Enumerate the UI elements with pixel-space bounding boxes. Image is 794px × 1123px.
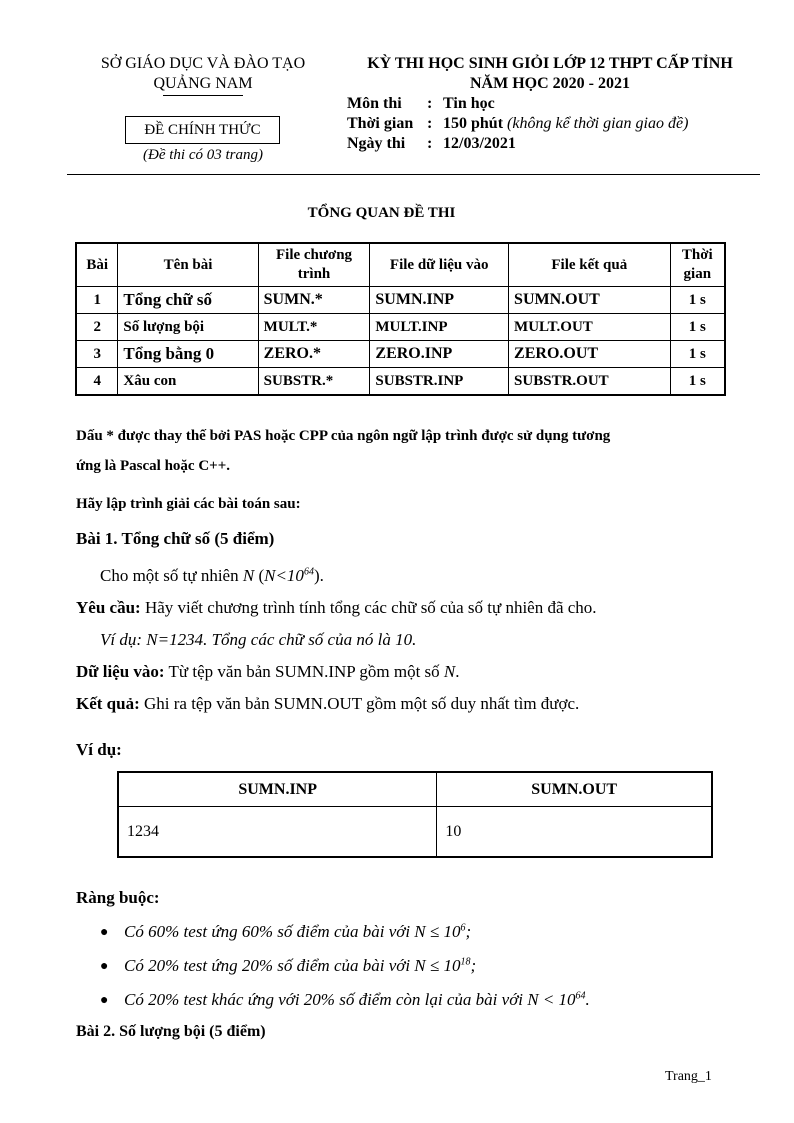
cell: 2 bbox=[76, 314, 118, 341]
date-row bbox=[347, 134, 688, 154]
example-header-row bbox=[118, 772, 712, 807]
cell: 4 bbox=[76, 368, 118, 396]
bullet-icon: ● bbox=[100, 925, 109, 940]
example-data-row bbox=[118, 807, 712, 858]
statement-var: N bbox=[242, 566, 255, 585]
problem1-statement bbox=[100, 566, 324, 586]
constraint-tail: ; bbox=[470, 956, 477, 975]
cell: MULT.OUT bbox=[509, 314, 671, 341]
constraint-exp: 18 bbox=[460, 956, 471, 968]
cell: 1 s bbox=[670, 368, 725, 396]
cell: 3 bbox=[76, 341, 118, 368]
output-spec bbox=[76, 694, 579, 714]
time-key: Thời gian bbox=[347, 115, 414, 132]
cell: Số lượng bội bbox=[118, 314, 258, 341]
output-text: Ghi ra tệp văn bản SUMN.OUT gồm một số duy nhất tìm được. bbox=[139, 694, 580, 713]
constraint-body: Có 20% test ứng 20% số điểm của bài với N ≤ 10 bbox=[124, 956, 461, 975]
example-cell: 10 bbox=[437, 807, 712, 858]
date-key: Ngày thi bbox=[347, 135, 406, 152]
cell: ZERO.INP bbox=[370, 341, 509, 368]
note-line1: Dấu * được thay thế bởi PAS hoặc CPP của ngôn ngữ lập trình được sử dụng tương bbox=[76, 428, 611, 444]
constraint-exp: 64 bbox=[575, 990, 586, 1002]
table-row bbox=[76, 287, 725, 314]
statement-exp: 64 bbox=[303, 566, 314, 578]
requirement bbox=[76, 598, 597, 618]
cell: SUBSTR.OUT bbox=[509, 368, 671, 396]
problem2-heading: Bài 2. Số lượng bội (5 điểm) bbox=[76, 1023, 266, 1040]
input-spec bbox=[76, 662, 460, 682]
statement-paren: ( bbox=[254, 566, 265, 585]
col-header: File dữ liệu vào bbox=[370, 243, 509, 287]
table-row bbox=[76, 368, 725, 396]
constraint-item bbox=[100, 956, 476, 978]
constraints-label: Ràng buộc: bbox=[76, 888, 160, 907]
input-end: . bbox=[455, 662, 460, 681]
bullet-icon: ● bbox=[100, 959, 109, 974]
cell: SUBSTR.INP bbox=[370, 368, 509, 396]
constraint-text bbox=[124, 922, 471, 944]
subject-key: Môn thi bbox=[347, 95, 402, 112]
cell: SUMN.OUT bbox=[509, 287, 671, 314]
cell: 1 s bbox=[670, 287, 725, 314]
cell: ZERO.* bbox=[258, 341, 370, 368]
table-row bbox=[76, 314, 725, 341]
official-exam-badge: ĐỀ CHÍNH THỨC bbox=[125, 116, 280, 144]
col-header: Thời gian bbox=[670, 243, 725, 287]
col-header: Tên bài bbox=[118, 243, 258, 287]
cell: SUBSTR.* bbox=[258, 368, 370, 396]
page-number: Trang_1 bbox=[665, 1069, 712, 1084]
cell: ZERO.OUT bbox=[509, 341, 671, 368]
example-cell: 1234 bbox=[118, 807, 437, 858]
cell: MULT.* bbox=[258, 314, 370, 341]
pages-note: (Đề thi có 03 trang) bbox=[143, 147, 263, 163]
time-row bbox=[347, 114, 688, 134]
col-header: File kết quả bbox=[509, 243, 671, 287]
constraint-exp: 6 bbox=[460, 922, 466, 934]
department-underline bbox=[163, 95, 243, 96]
constraint-text bbox=[124, 956, 476, 978]
constraint-text bbox=[124, 990, 590, 1012]
output-label: Kết quả: bbox=[76, 694, 140, 713]
cell: Xâu con bbox=[118, 368, 258, 396]
input-label: Dữ liệu vào: bbox=[76, 662, 165, 681]
statement-suffix: ). bbox=[313, 566, 324, 585]
input-var: N bbox=[443, 662, 456, 681]
problem1-heading: Bài 1. Tổng chữ số (5 điểm) bbox=[76, 529, 275, 548]
cell: MULT.INP bbox=[370, 314, 509, 341]
time-colon: : bbox=[427, 115, 433, 132]
exam-meta bbox=[347, 94, 688, 154]
requirement-text: Hãy viết chương trình tính tổng các chữ số của số tự nhiên đã cho. bbox=[140, 598, 597, 617]
department-line1: SỞ GIÁO DỤC VÀ ĐÀO TẠO bbox=[100, 55, 306, 72]
date-colon: : bbox=[427, 135, 433, 152]
overview-title: TỔNG QUAN ĐỀ THI bbox=[307, 205, 456, 221]
time-value-group bbox=[443, 114, 688, 134]
instruction: Hãy lập trình giải các bài toán sau: bbox=[76, 496, 301, 512]
subject-row bbox=[347, 94, 688, 114]
bullet-icon: ● bbox=[100, 993, 109, 1008]
subject-value: Tin học bbox=[443, 95, 495, 112]
cell: Tổng bằng 0 bbox=[118, 341, 258, 368]
constraint-item bbox=[100, 922, 471, 944]
constraint-body: Có 20% test khác ứng với 20% số điểm còn lại của bài với N < 10 bbox=[124, 990, 576, 1009]
col-header: Bài bbox=[76, 243, 118, 287]
statement-prefix: Cho một số tự nhiên bbox=[100, 566, 243, 585]
requirement-label: Yêu cầu: bbox=[76, 598, 141, 617]
example-table bbox=[117, 771, 713, 858]
col-header: File chương trình bbox=[258, 243, 370, 287]
table-row bbox=[76, 341, 725, 368]
cell: Tổng chữ số bbox=[118, 287, 258, 314]
cell: 1 s bbox=[670, 341, 725, 368]
exam-title-line1: KỲ THI HỌC SINH GIỎI LỚP 12 THPT CẤP TỈNH bbox=[367, 55, 733, 72]
department-line2: QUẢNG NAM bbox=[153, 75, 253, 92]
constraint-tail: ; bbox=[465, 922, 472, 941]
note-line2: ứng là Pascal hoặc C++. bbox=[76, 458, 231, 474]
example-col-header: SUMN.INP bbox=[118, 772, 437, 807]
constraint-body: Có 60% test ứng 60% số điểm của bài với N ≤ 10 bbox=[124, 922, 461, 941]
constraint-tail: . bbox=[585, 990, 590, 1009]
cell: 1 bbox=[76, 287, 118, 314]
cell: SUMN.INP bbox=[370, 287, 509, 314]
header-divider bbox=[67, 174, 760, 175]
example-col-header: SUMN.OUT bbox=[437, 772, 712, 807]
constraint-item bbox=[100, 990, 590, 1012]
time-value: 150 phút bbox=[443, 115, 504, 132]
department-block bbox=[80, 54, 326, 96]
date-value: 12/03/2021 bbox=[443, 135, 516, 152]
statement-cond: N<10 bbox=[264, 566, 304, 585]
cell: SUMN.* bbox=[258, 287, 370, 314]
input-text: Từ tệp văn bản SUMN.INP gồm một số bbox=[164, 662, 444, 681]
overview-table bbox=[75, 242, 726, 396]
example-label: Ví dụ: bbox=[76, 740, 122, 759]
time-note: (không kể thời gian giao đề) bbox=[507, 115, 689, 132]
exam-title bbox=[340, 54, 760, 94]
inline-example: Ví dụ: N=1234. Tổng các chữ số của nó là 10. bbox=[100, 630, 417, 649]
overview-header-row bbox=[76, 243, 725, 287]
subject-colon: : bbox=[427, 95, 433, 112]
cell: 1 s bbox=[670, 314, 725, 341]
exam-title-line2: NĂM HỌC 2020 - 2021 bbox=[470, 75, 630, 92]
